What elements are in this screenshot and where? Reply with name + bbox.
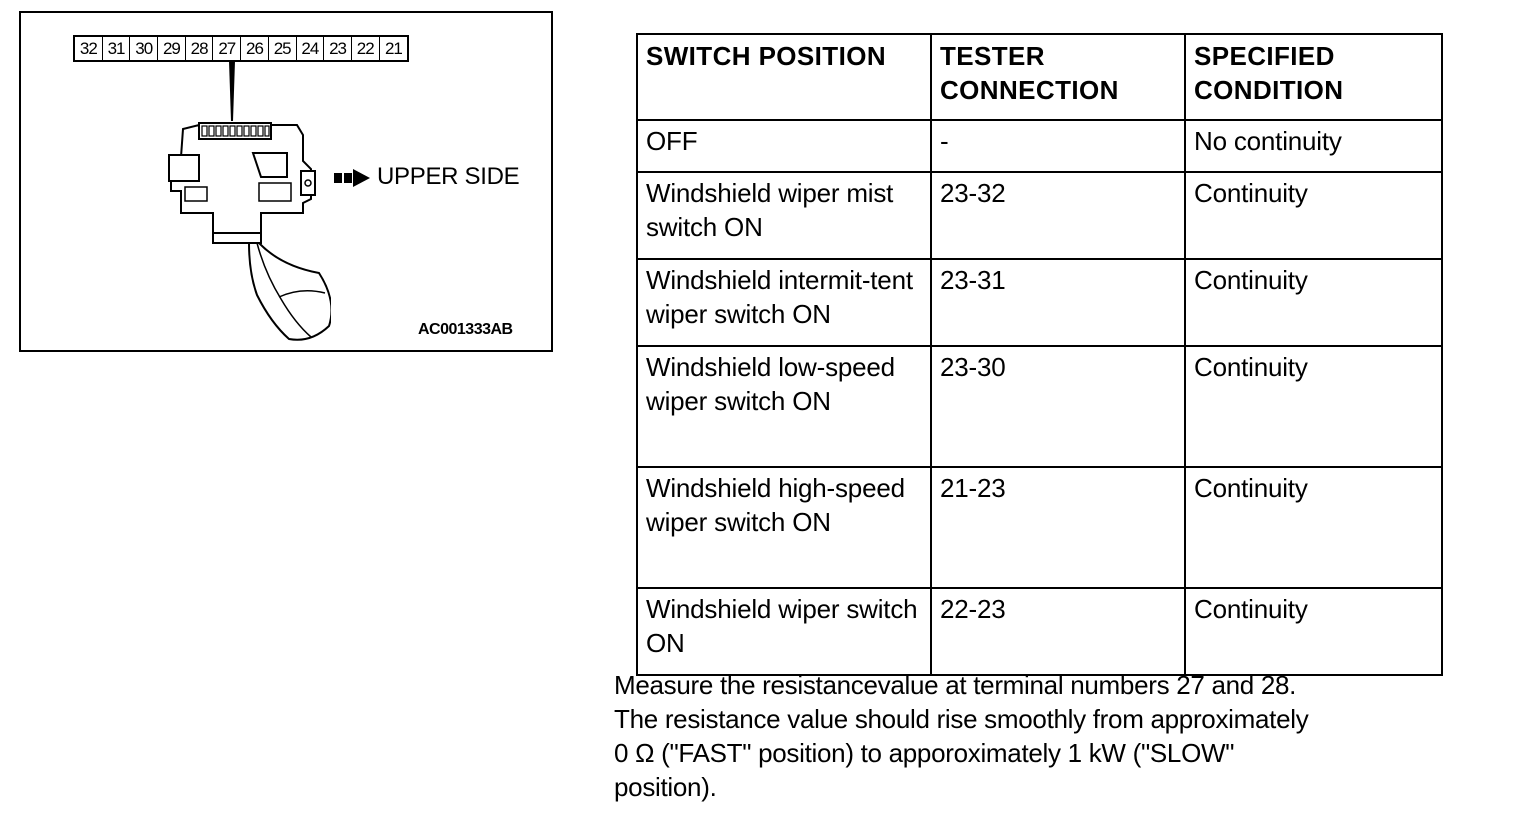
header-tester-connection: TESTER CONNECTION bbox=[931, 34, 1185, 120]
terminal-number: 30 bbox=[130, 37, 158, 60]
terminal-number: 27 bbox=[213, 37, 241, 60]
specified-condition-cell: Continuity bbox=[1185, 172, 1442, 259]
terminal-number-strip bbox=[73, 35, 409, 62]
switch-figure bbox=[19, 11, 553, 352]
terminal-number: 24 bbox=[297, 37, 325, 60]
table-header-row bbox=[637, 34, 1442, 120]
tester-connection-cell: 23-30 bbox=[931, 346, 1185, 467]
tester-connection-cell: 21-23 bbox=[931, 467, 1185, 588]
note-line: 0 Ω ("FAST" position) to apporoximately 1 kW ("SLOW" bbox=[614, 738, 1235, 768]
table-row bbox=[637, 588, 1442, 675]
switch-position-cell: Windshield intermit-tent wiper switch ON bbox=[637, 259, 931, 346]
table-row bbox=[637, 120, 1442, 172]
switch-inspection-table bbox=[636, 33, 1443, 676]
switch-position-cell: Windshield low-speed wiper switch ON bbox=[637, 346, 931, 467]
specified-condition-cell: Continuity bbox=[1185, 467, 1442, 588]
upper-side-label: UPPER SIDE bbox=[377, 163, 520, 190]
specified-condition-cell: No continuity bbox=[1185, 120, 1442, 172]
terminal-number: 32 bbox=[75, 37, 103, 60]
switch-position-cell: Windshield wiper mist switch ON bbox=[637, 172, 931, 259]
specified-condition-cell: Continuity bbox=[1185, 346, 1442, 467]
pointer-wedge bbox=[229, 61, 235, 121]
terminal-number: 22 bbox=[352, 37, 380, 60]
figure-code: AC001333AB bbox=[418, 321, 513, 338]
tester-connection-cell: 23-32 bbox=[931, 172, 1185, 259]
terminal-number: 26 bbox=[241, 37, 269, 60]
header-switch-position: SWITCH POSITION bbox=[637, 34, 931, 120]
resistance-measurement-note bbox=[614, 668, 1474, 804]
header-specified-condition: SPECIFIED CONDITION bbox=[1185, 34, 1442, 120]
note-line: Measure the resistancevalue at terminal numbers 27 and 28. bbox=[614, 670, 1297, 700]
note-line: position). bbox=[614, 772, 717, 802]
switch-position-cell: OFF bbox=[637, 120, 931, 172]
switch-position-cell: Windshield high-speed wiper switch ON bbox=[637, 467, 931, 588]
table-row bbox=[637, 259, 1442, 346]
terminal-number: 29 bbox=[158, 37, 186, 60]
table-row bbox=[637, 172, 1442, 259]
specified-condition-cell: Continuity bbox=[1185, 588, 1442, 675]
tester-connection-cell: 23-31 bbox=[931, 259, 1185, 346]
terminal-number: 25 bbox=[269, 37, 297, 60]
table-row bbox=[637, 346, 1442, 467]
terminal-number: 28 bbox=[186, 37, 214, 60]
terminal-number: 31 bbox=[103, 37, 131, 60]
right-arrow-icon bbox=[334, 169, 370, 187]
terminal-number: 21 bbox=[384, 39, 402, 58]
switch-position-cell: Windshield wiper switch ON bbox=[637, 588, 931, 675]
tester-connection-cell: 22-23 bbox=[931, 588, 1185, 675]
wiper-switch-illustration bbox=[161, 61, 331, 346]
tester-connection-cell: - bbox=[931, 120, 1185, 172]
specified-condition-cell: Continuity bbox=[1185, 259, 1442, 346]
note-line: The resistance value should rise smoothly from approximately bbox=[614, 704, 1309, 734]
terminal-number: 23 bbox=[324, 37, 352, 60]
table-row bbox=[637, 467, 1442, 588]
